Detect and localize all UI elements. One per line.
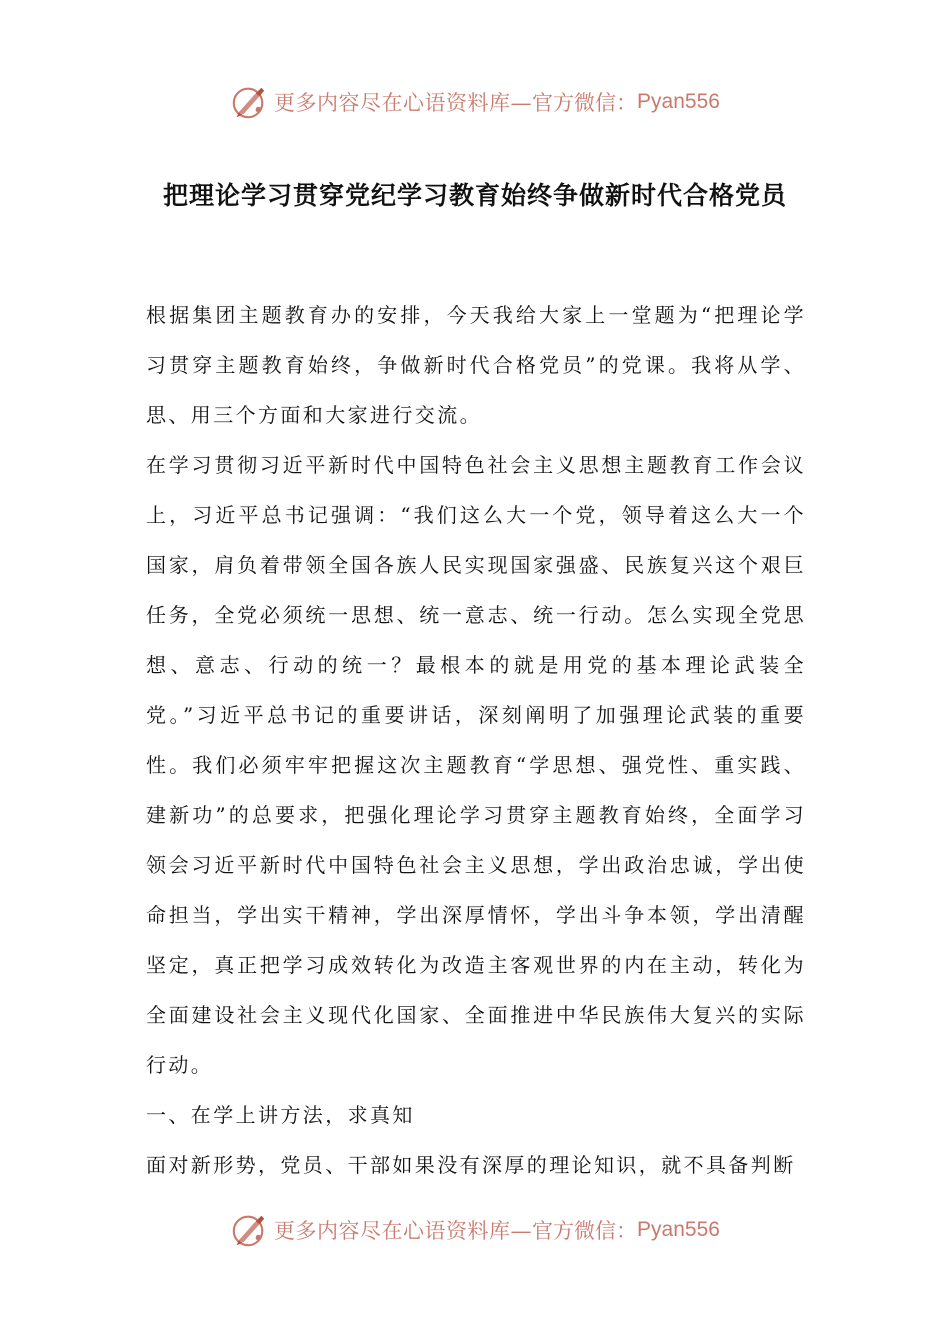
section-heading: 一、在学上讲方法，求真知 <box>146 1103 415 1127</box>
watermark-text: 更多内容尽在心语资料库— <box>274 91 533 115</box>
paragraph-intro: 根据集团主题教育办的安排，今天我给大家上一堂题为“把理论学习贯穿主题教育始终，争做新时代合格党员”的党课。我将从学、思、用三个方面和大家进行交流。 <box>146 303 806 427</box>
header-watermark-banner <box>0 80 950 124</box>
paragraph-continued: 面对新形势，党员、干部如果没有深厚的理论知识，就不具备判断 <box>146 1153 796 1177</box>
document-title: 把理论学习贯穿党纪学习教育始终争做新时代合格党员 <box>162 181 787 210</box>
paragraph-quote: 在学习贯彻习近平新时代中国特色社会主义思想主题教育工作会议上，习近平总书记强调：“我们这么大一个党，领导着这么大一个国家，肩负着带领全国各族人民实现国家强盛、民族复兴这个艰巨任务，全党必须统一思想、统一意志、统一行动。怎么实现全党思想、意志、行动的统一？最根本的就是用党的基本理论武装全党。”习近平总书记的重要讲话，深刻阐明了加强理论武装的重要性。我们必须牢牢把握这次主题教育“学思想、强党性、重实践、建新功”的总要求，把强化理论学习贯穿主题教育始终，全面学习领会习近平新时代中国特色社会主义思想，学出政治忠诚，学出使命担当，学出实干精神，学出深厚情怀，学出斗争本领，学出清醒坚定，真正把学习成效转化为改造主客观世界的内在主动，转化为全面建设社会主义现代化国家、全面推进中华民族伟大复兴的实际行动。 <box>146 453 806 1077</box>
watermark-text: 更多内容尽在心语资料库— <box>274 1219 533 1243</box>
wechat-id: Pyan556 <box>637 1218 720 1241</box>
wechat-id: Pyan556 <box>637 90 720 113</box>
pen-logo-icon <box>230 83 268 121</box>
document-body <box>146 290 806 1190</box>
wechat-label: 官方微信： <box>532 1219 638 1243</box>
wechat-label: 官方微信： <box>532 91 638 115</box>
pen-logo-icon <box>230 1211 268 1249</box>
footer-watermark-banner <box>0 1208 950 1252</box>
